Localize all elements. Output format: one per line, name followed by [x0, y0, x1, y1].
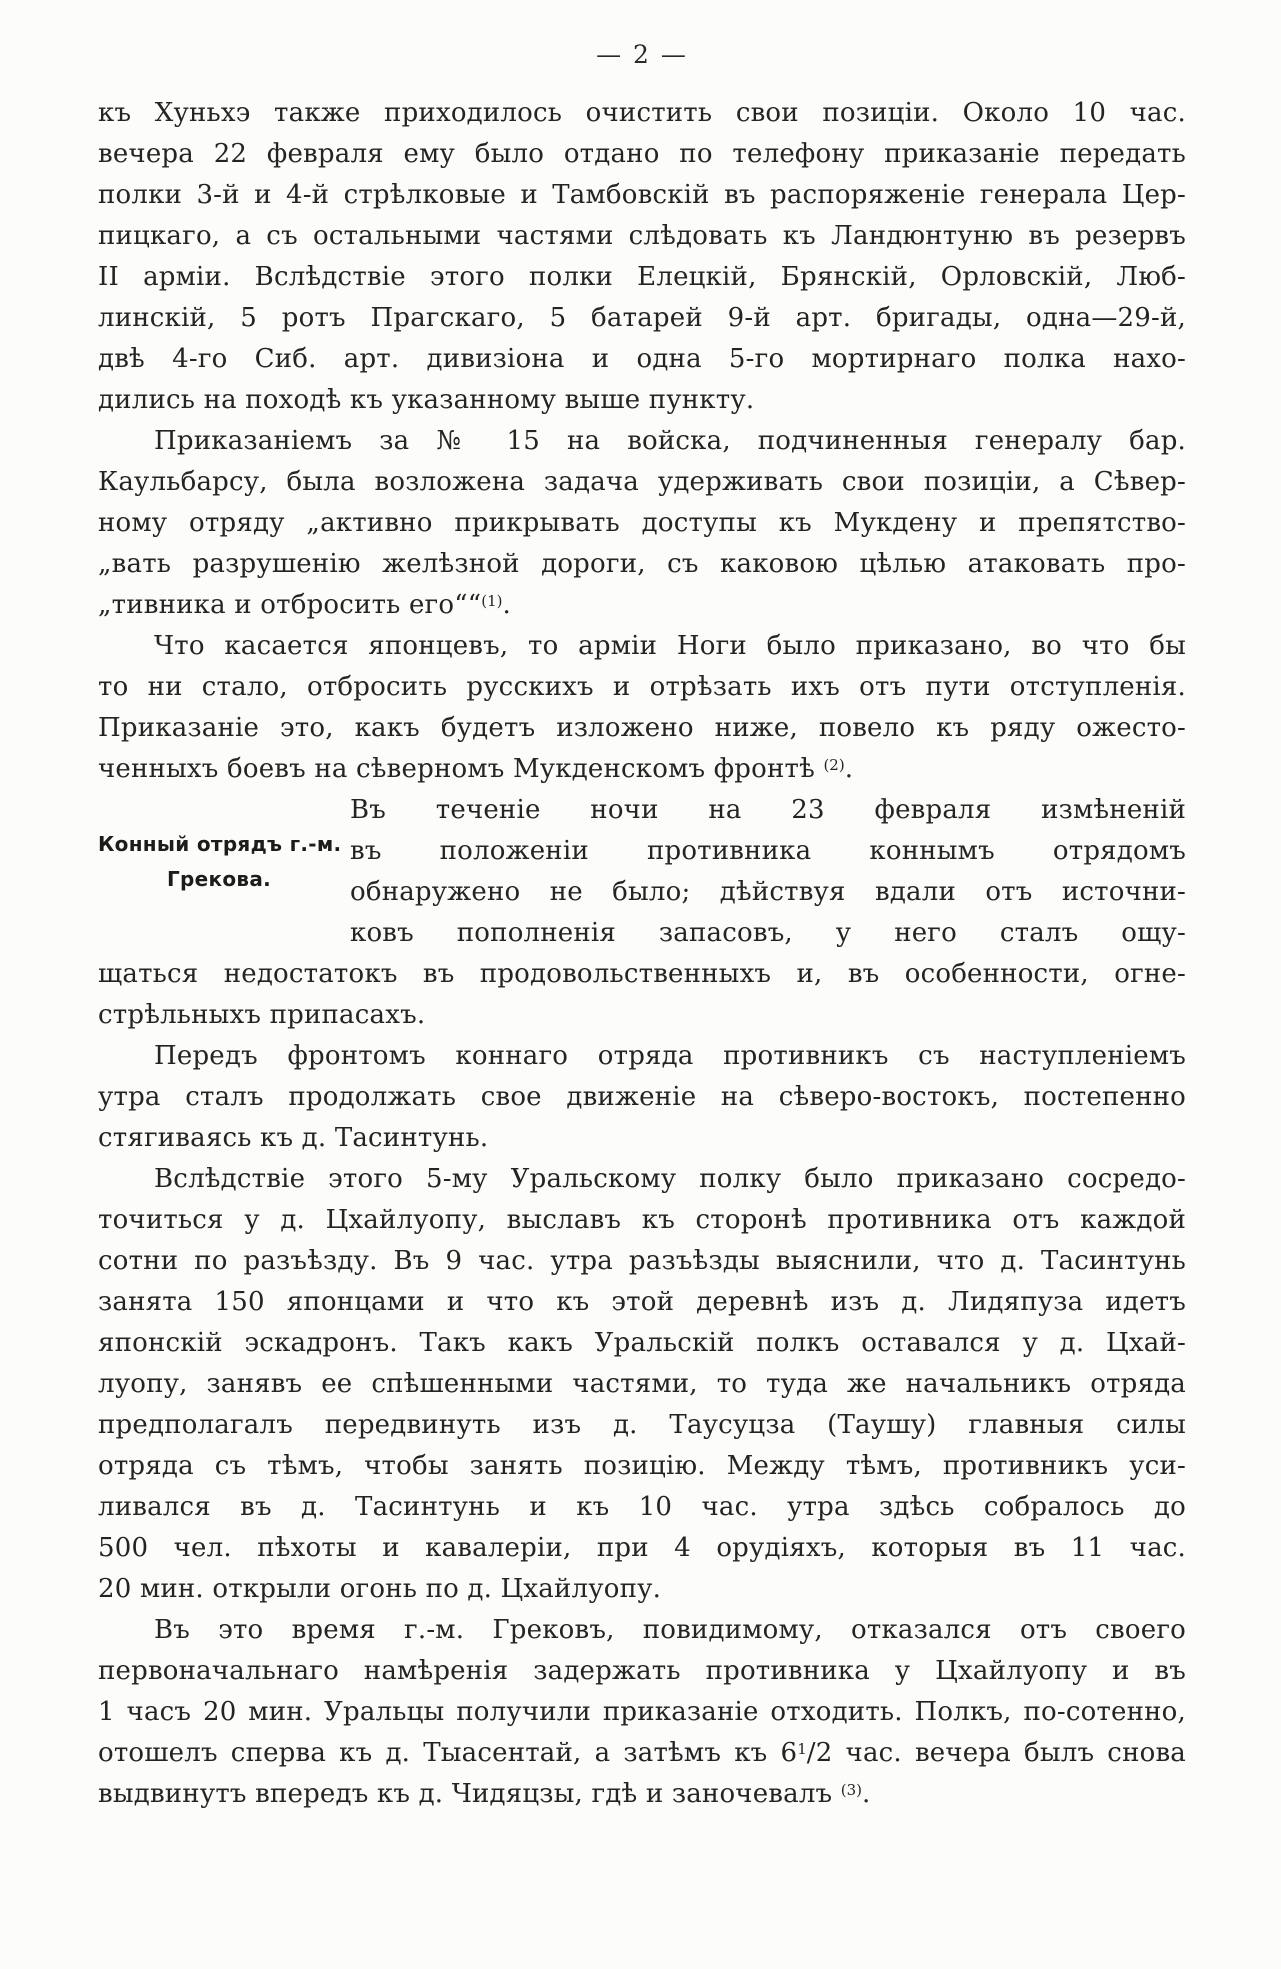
text-block: [98, 93, 1186, 1815]
margin-note-line: Конный отрядъ г.-м.: [98, 832, 342, 856]
text-line: пицкаго, а съ остальными частями слѣдовать къ Ландюнтуню въ резервъ: [98, 221, 1186, 251]
text-line: Вслѣдствіе этого 5-му Уральскому полку было приказано сосредо-: [154, 1164, 1186, 1194]
paragraph: [98, 421, 1186, 626]
margin-note: [98, 790, 350, 954]
page-number: — 2 —: [596, 40, 688, 69]
paragraph: [98, 93, 1186, 421]
text-line: сотни по разъѣзду. Въ 9 час. утра разъѣзды выяснили, что д. Тасинтунь: [98, 1246, 1186, 1276]
text-line: Въ это время г.-м. Грековъ, повидимому, отказался отъ своего: [154, 1615, 1186, 1645]
paragraph: [98, 1159, 1186, 1610]
text-line: отряда съ тѣмъ, чтобы занять позицію. Между тѣмъ, противникъ уси-: [98, 1451, 1186, 1481]
text-line: дились на походѣ къ указанному выше пункту.: [98, 385, 755, 415]
text-line: въ положеніи противника коннымъ отрядомъ: [350, 836, 1186, 866]
paragraph: [98, 1036, 1186, 1159]
text-line: ливался въ д. Тасинтунь и къ 10 час. утра здѣсь собралось до: [98, 1492, 1186, 1522]
footnote-ref: (3): [840, 1781, 862, 1799]
text-line: ному отряду „активно прикрывать доступы къ Мукдену и препятство-: [98, 508, 1186, 538]
text-line: первоначальнаго намѣренія задержать противника у Цхайлуопу и въ: [98, 1656, 1186, 1686]
text-line: выдвинутъ впередъ къ д. Чидяцзы, гдѣ и заночевалъ $^{(3)}$.: [98, 1779, 871, 1809]
text-line: 1 часъ 20 мин. Уральцы получили приказаніе отходить. Полкъ, по-сотенно,: [98, 1697, 1186, 1727]
text-line: то ни стало, отбросить русскихъ и отрѣзать ихъ отъ пути отступленія.: [98, 672, 1186, 702]
text-line: 20 мин. открыли огонь по д. Цхайлуопу.: [98, 1574, 662, 1604]
text-line: японскій эскадронъ. Такъ какъ Уральскій полкъ оставался у д. Цхай-: [98, 1328, 1186, 1358]
text-line: предполагалъ передвинуть изъ д. Таусуцза (Таушу) главныя силы: [98, 1410, 1186, 1440]
text-line: Каульбарсу, была возложена задача удерживать свои позиціи, а Сѣвер-: [98, 467, 1186, 497]
text-line: „тивника и отбросить его““$^{(1)}$.: [98, 590, 511, 620]
text-line: полки 3-й и 4-й стрѣлковые и Тамбовскій въ распоряженіе генерала Цер-: [98, 180, 1186, 210]
text-line: точиться у д. Цхайлуопу, выславъ къ сторонѣ противника отъ каждой: [98, 1205, 1186, 1235]
paragraph: [98, 626, 1186, 790]
text-line: утра сталъ продолжать свое движеніе на сѣверо-востокъ, постепенно: [98, 1082, 1186, 1112]
text-line: ковъ пополненія запасовъ, у него сталъ ощу-: [350, 918, 1186, 948]
paragraph: [98, 790, 1186, 1036]
text-line: двѣ 4-го Сиб. арт. дивизіона и одна 5-го мортирнаго полка нахо-: [98, 344, 1186, 374]
text-line: Приказаніемъ за № 15 на войска, подчиненныя генералу бар.: [154, 426, 1186, 456]
text-line: занята 150 японцами и что къ этой деревнѣ изъ д. Лидяпуза идетъ: [98, 1287, 1186, 1317]
footnote-ref: (2): [823, 756, 845, 774]
text-line: щаться недостатокъ въ продовольственныхъ и, въ особенности, огне-: [98, 959, 1186, 989]
text-line: стрѣльныхъ припасахъ.: [98, 1000, 426, 1030]
text-line: отошелъ сперва къ д. Тыасентай, а затѣмъ къ 6$^1$/2 час. вечера былъ снова: [98, 1738, 1186, 1768]
text-line: къ Хуньхэ также приходилось очистить свои позиціи. Около 10 час.: [98, 98, 1186, 128]
text-line: ченныхъ боевъ на сѣверномъ Мукденскомъ фронтѣ $^{(2)}$.: [98, 754, 854, 784]
margin-note-line: Грекова.: [166, 867, 272, 891]
paragraph: [98, 1610, 1186, 1815]
text-line: Въ теченіе ночи на 23 февраля измѣненій: [350, 795, 1186, 825]
text-line: II арміи. Вслѣдствіе этого полки Елецкій, Брянскій, Орловскій, Люб-: [98, 262, 1186, 292]
text-line: обнаружено не было; дѣйствуя вдали отъ источни-: [350, 877, 1186, 907]
text-line: линскій, 5 ротъ Прагскаго, 5 батарей 9-й арт. бригады, одна—29-й,: [98, 303, 1186, 333]
text-line: Что касается японцевъ, то арміи Ноги было приказано, во что бы: [154, 631, 1186, 661]
text-line: луопу, занявъ ее спѣшенными частями, то туда же начальникъ отряда: [98, 1369, 1186, 1399]
text-line: Передъ фронтомъ коннаго отряда противникъ съ наступленіемъ: [154, 1041, 1186, 1071]
footnote-ref: (1): [481, 592, 503, 610]
text-line: 500 чел. пѣхоты и кавалеріи, при 4 орудіяхъ, которыя въ 11 час.: [98, 1533, 1186, 1563]
text-line: вечера 22 февраля ему было отдано по телефону приказаніе передать: [98, 139, 1186, 169]
text-line: Приказаніе это, какъ будетъ изложено ниже, повело къ ряду ожесто-: [98, 713, 1186, 743]
text-line: „вать разрушенію желѣзной дороги, съ каковою цѣлью атаковать про-: [98, 549, 1186, 579]
text-line: стягиваясь къ д. Тасинтунь.: [98, 1123, 489, 1153]
footnote-ref: 1: [797, 1740, 807, 1758]
